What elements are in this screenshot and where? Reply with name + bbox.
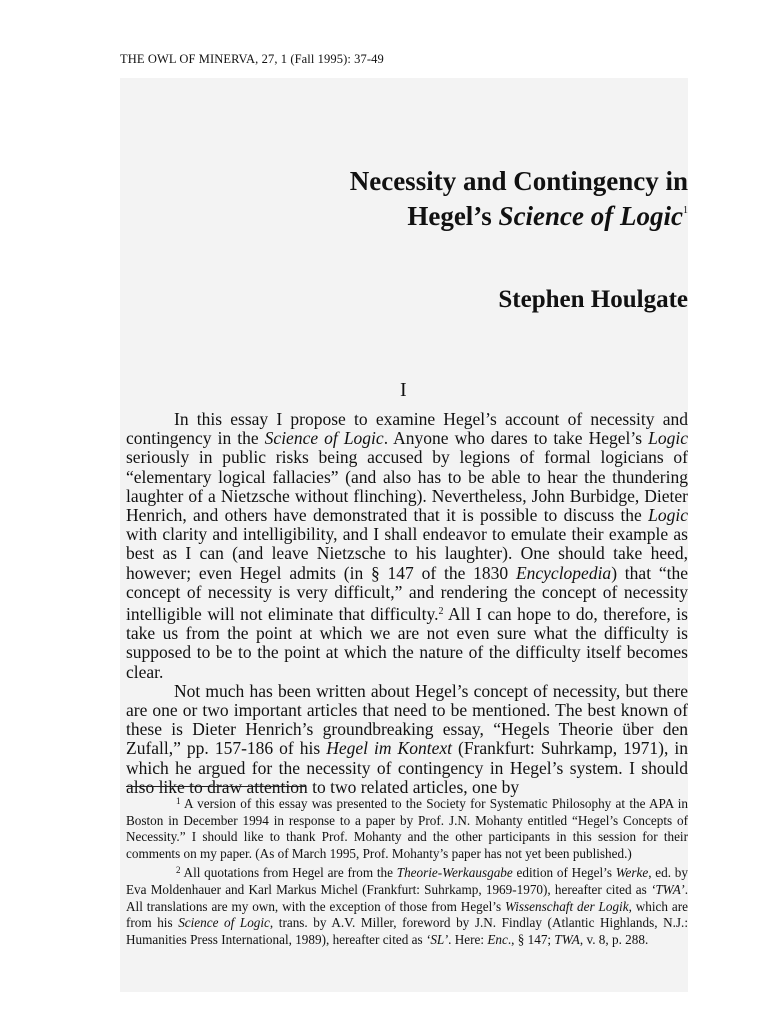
italic-run: Science of Logic [264,428,384,449]
text-run: , ed. by Eva Moldenhauer and Karl Markus Michel (Frankfurt: Suhrkamp, 1969-1970), hereafter cited as [126,865,688,897]
text-run: . Anyone who dares to take Hegel’s [383,428,649,449]
text-run: ., § 147; [507,931,555,947]
italic-run: Logic [648,505,688,526]
footnote [126,862,688,948]
footnote [126,793,688,862]
italic-run: ‘SL’ [425,931,449,947]
text-run: edition of Hegel’s [512,865,616,881]
italic-run: ‘TWA’ [650,881,685,897]
text-run: , which are from his [126,898,688,931]
section-number: I [400,379,407,401]
text-run: , v. 8, p. 288. [579,931,649,947]
paragraph [126,410,688,682]
title-line-2 [350,196,688,231]
text-run: A version of this essay was presented to the Society for Systematic Philosophy at the APA in Boston in December 1994 in response to a paper by Prof. J.N. Mohanty entitled “Hegel’s Concepts of Necessity.” I should like to thank Prof. Mohanty and the other participants in this session for their comments on my paper. (As of March 1995, Prof. Mohanty’s paper has not yet been published.) [126,796,688,861]
text-run: Not much has been written about Hegel’s concept of necessity, but there are one or two important articles that need to be mentioned. The best known of these is Dieter Henrich’s groundbreaking essay, “Hegels Theorie über den Zufall,” pp. 157-186 of his [126,680,688,759]
text-run: seriously in public risks being accused by legions of formal logicians of “elementary logical fallacies” (and also has to be able to hear the thundering laughter of a Nietzsche without flinching). Nevertheless, John Burbidge, Dieter Henrich, and others have demonstrated that it is possible to discuss the [126,447,688,526]
italic-run: Wissenschaft der Logik [505,898,629,914]
text-run: All quotations from Hegel are from the [180,865,397,881]
title-footnote-ref: 1 [683,205,688,216]
body-text [126,410,688,797]
footnote-divider [126,786,306,787]
text-run: . Here: [448,931,488,947]
paragraph [126,682,688,797]
footnote-marker: 2 [438,606,444,618]
italic-run: Encyclopedia [515,562,612,583]
footnotes [126,793,688,948]
author-name: Stephen Houlgate [498,286,688,313]
title-line-1: Necessity and Contingency in [349,166,688,196]
italic-run: TWA [554,931,580,947]
text-run: with clarity and intelligibility, and I shall endeavor to emulate their example as best as I can (and leave Nietzsche to his laughter). One should take heed, however; even Hegel admits (in § 147 of the 1830 [126,524,688,583]
text-run: . All translations are my own, with the exception of those from Hegel’s [126,881,688,914]
title-italic: Science of Logic [498,201,683,231]
text-run: In this essay I propose to examine Hegel’s account of necessity and contingency in the [126,409,688,449]
text-run: ) that “the concept of necessity is very difficult,” and rendering the concept of necessity intelligible will not eliminate that difficulty. [126,562,688,625]
italic-run: Enc [487,931,508,947]
journal-header: THE OWL OF MINERVA, 27, 1 (Fall 1995): 37-49 [120,52,384,66]
text-run: All I can hope to do, therefore, is take us from the point at which we are not even sure what the difficulty is supposed to be to the point at which the nature of the difficulty itself becomes clear. [126,604,688,682]
footnote-marker: 1 [176,796,181,806]
italic-run: Logic [648,428,688,449]
article-title [350,166,688,231]
footnote-marker: 2 [176,865,181,876]
italic-run: Science of Logic [178,915,270,931]
title-prefix: Hegel’s [407,201,499,231]
italic-run: Hegel im Kontext [326,738,452,759]
italic-run: Theorie-Werkausgabe [396,865,513,881]
italic-run: Werke [615,865,649,881]
text-run: (Frankfurt: Suhrkamp, 1971), in which he argued for the necessity of contingency in Hegel’s system. I should also like to draw attention to two related articles, one by [126,738,688,797]
text-run: , trans. by A.V. Miller, foreword by J.N. Findlay (Atlantic Highlands, N.J.: Humanities Press International, 1989), hereafter cited as [126,915,689,947]
